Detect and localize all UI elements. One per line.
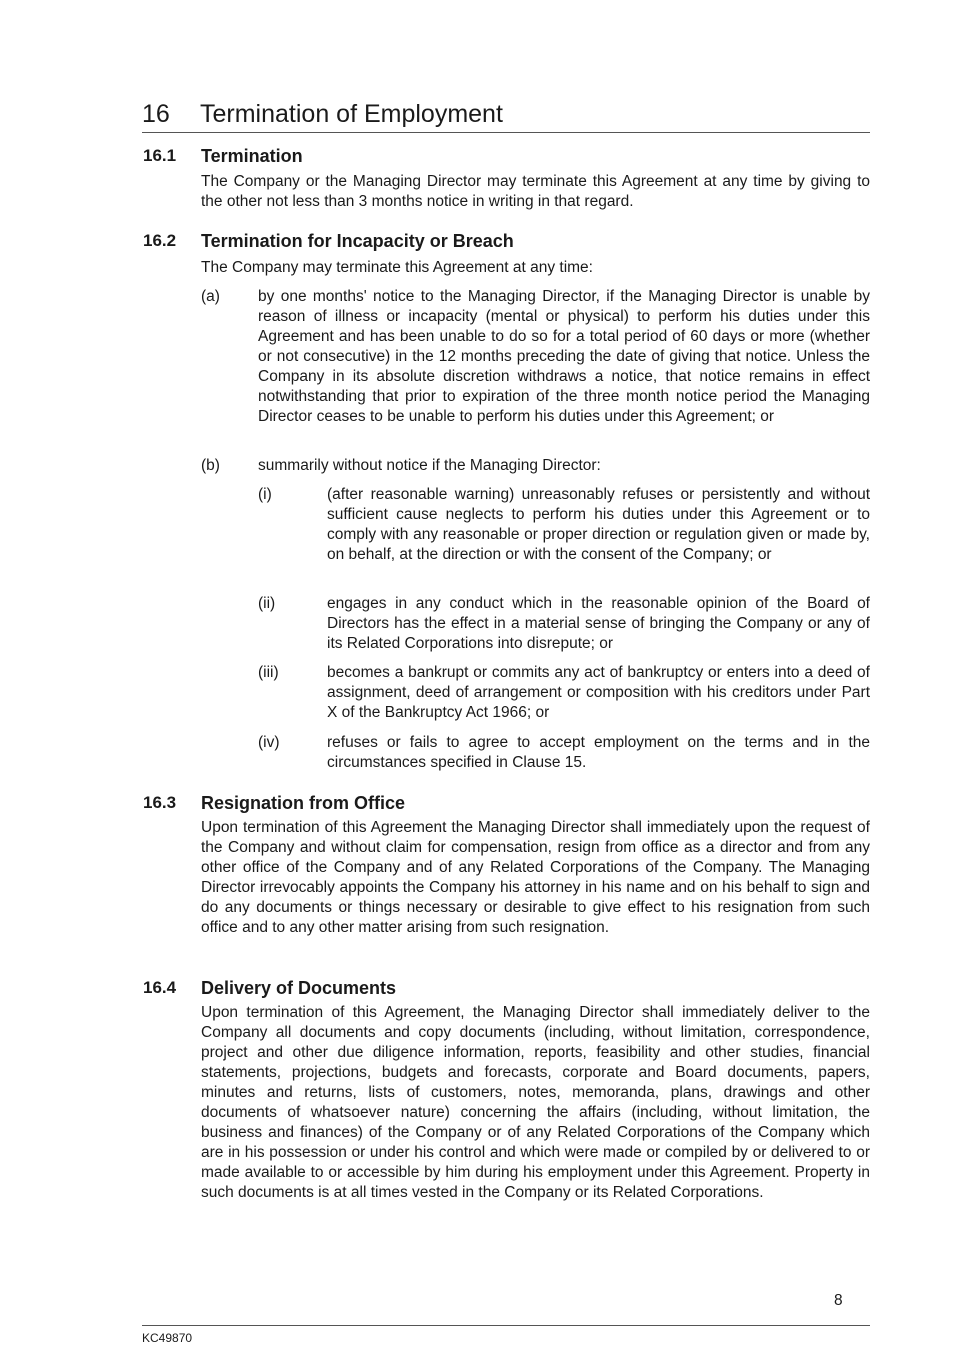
subitem-label-iii: (iii): [258, 664, 279, 681]
item-text-b: summarily without notice if the Managing Director:: [258, 457, 601, 474]
clause-number-16-3: 16.3: [143, 793, 177, 812]
page-number: 8: [834, 1292, 843, 1309]
clause-number-16-1: 16.1: [143, 146, 177, 165]
subitem-label-iv: (iv): [258, 734, 280, 751]
clause-title-incapacity-breach: Termination for Incapacity or Breach: [201, 231, 514, 251]
clause-body-16-4: Upon termination of this Agreement, the Managing Director shall immediately deliver to the Company all documents and copy documents (including, without limitation, correspondence, project and other due diligence information, reports, feasibility and other studies, financial statements, projections, budgets and forecasts, corporate and Board documents, papers, minutes and returns, lists of customers, notes, memoranda, plans, drawings and other documents of whatsoever nature) concerning the affairs (including, without limitation, the business and finances) of the Company or of any Related Corporations of the Company which are in his possession or under his control and which were made or compiled by or delivered to or made available to or accessible by him during his employment under this Agreement. Property in such documents is at all times vested in the Company or its Related Corporations.: [201, 1004, 870, 1201]
subitem-text-i: (after reasonable warning) unreasonably refuses or persistently and without sufficient cause neglects to perform his duties under this Agreement or to comply with any reasonable or proper direction or regulation given or made by, on behalf, at the direction or with the consent of the Company; or: [327, 486, 870, 563]
clause-title-resignation: Resignation from Office: [201, 793, 406, 813]
clause-body-16-2: The Company may terminate this Agreement at any time:: [201, 259, 593, 276]
clause-number-16-4: 16.4: [143, 978, 177, 997]
subitem-label-i: (i): [258, 486, 272, 503]
subitem-label-ii: (ii): [258, 595, 276, 612]
section-number: 16: [142, 100, 170, 128]
clause-number-16-2: 16.2: [143, 231, 177, 250]
subitem-text-ii: engages in any conduct which in the reasonable opinion of the Board of Directors has the effect in a material sense of bringing the Company or any of its Related Corporations into disrepute; or: [327, 595, 870, 652]
subitem-text-iii: becomes a bankrupt or commits any act of bankruptcy or enters into a deed of assignment, deed of arrangement or composition with his creditors under Part X of the Bankruptcy Act 1966; or: [327, 664, 870, 721]
section-heading: [142, 98, 870, 133]
clause-body-16-3: Upon termination of this Agreement the Managing Director shall immediately upon the request of the Company and without claim for compensation, resign from office as a director and from any other office of the Company and of any Related Corporations of the Company. The Managing Director irrevocably appoints the Company his attorney in his name and on his behalf to sign and do any documents or things necessary or desirable to give effect to his resignation from such office and to any other matter arising from such resignation.: [201, 819, 870, 936]
subitem-text-iv: refuses or fails to agree to accept employment on the terms and in the circumstances specified in Clause 15.: [327, 734, 870, 771]
footer-divider: [142, 1325, 870, 1326]
clause-title-delivery-documents: Delivery of Documents: [201, 978, 397, 998]
clause-title-termination: Termination: [201, 146, 303, 166]
item-label-a: (a): [201, 288, 220, 305]
document-reference: KC49870: [142, 1331, 193, 1345]
item-label-b: (b): [201, 457, 220, 474]
item-text-a: by one months' notice to the Managing Director, if the Managing Director is unable by reason of illness or incapacity (mental or physical) to perform his duties under this Agreement and has been unable to do so for a total period of 60 days or more (whether or not consecutive) in the 12 months preceding the date of giving that notice. Unless the Company in its absolute discretion withdraws a notice, that notice remains in effect notwithstanding that prior to expiration of the three month notice period the Managing Director ceases to be unable to perform his duties under this Agreement; or: [258, 288, 870, 425]
section-title: Termination of Employment: [200, 100, 503, 128]
clause-body-16-1: The Company or the Managing Director may terminate this Agreement at any time by giving to the other not less than 3 months notice in writing in that regard.: [201, 173, 870, 210]
